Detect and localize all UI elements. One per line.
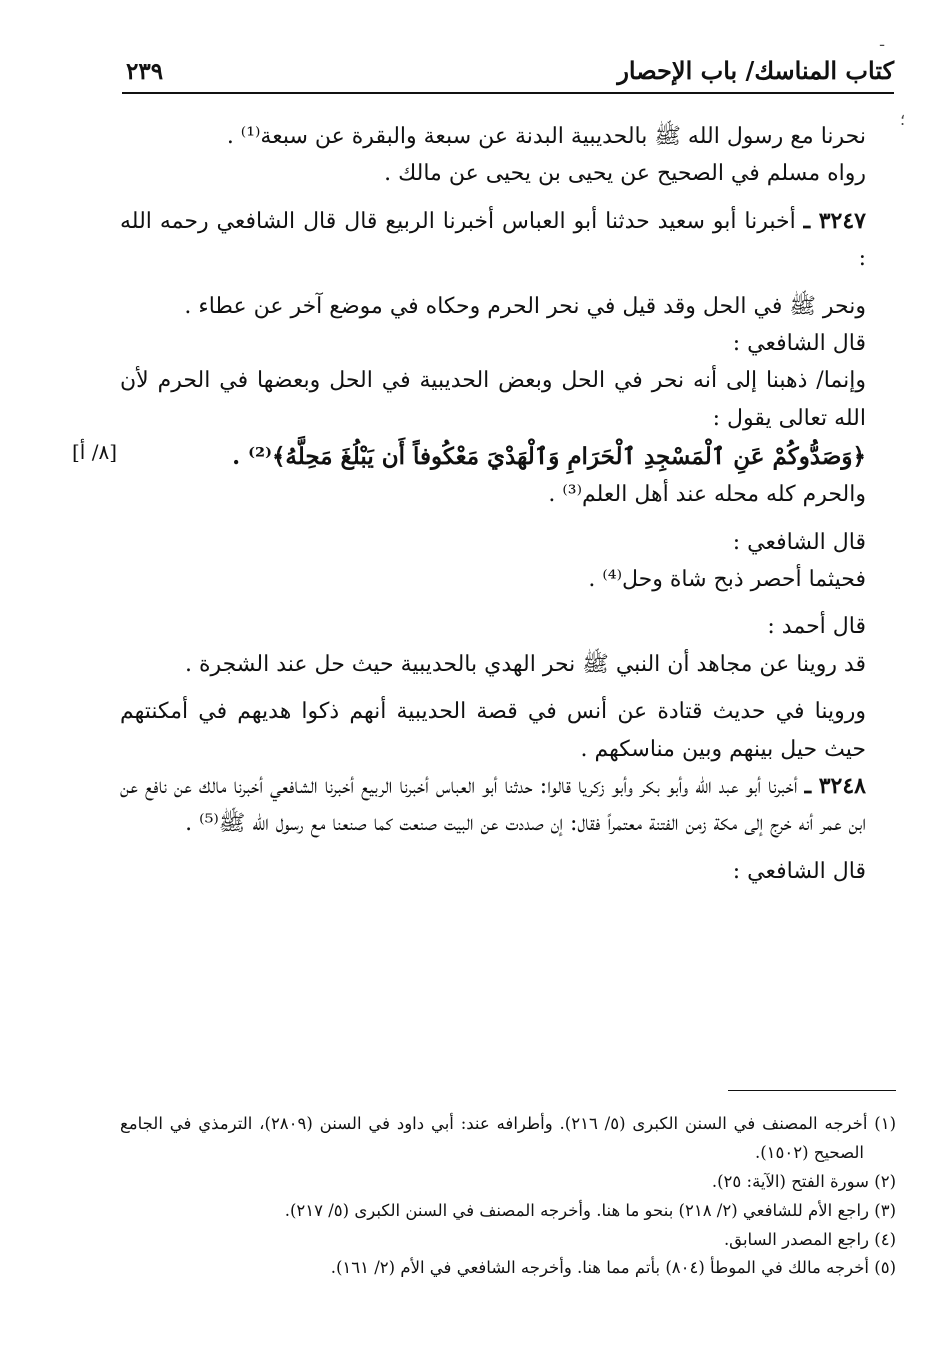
hadith-text: أخبرنا أبو عبد الله وأبو بكر وأبو زكريا قالوا: حدثنا أبو العباس أخبرنا الربيع أخبرنا الشافعي أخبرنا مالك عن نافع عن ابن عمر أنه خرج إلى مكة زمن الفتنة معتمراً فقال: إن صددت عن البيت صنعت كما صنعنا مع رسول الله ﷺ⁽⁵⁾ . bbox=[120, 773, 866, 837]
quran-verse: ﴿وَصَدُّوكُمْ عَنِ ٱلْمَسْجِدِ ٱلْحَرَامِ وَٱلْهَدْيَ مَعْكُوفاً أَن يَبْلُغَ مَحِلَّهُ﴾⁽²⁾ . bbox=[232, 443, 866, 471]
footnote-separator bbox=[728, 1090, 896, 1091]
footnote-1: (١) أخرجه المصنف في السنن الكبرى (٥/ ٢١٦). وأطرافه عند: أبي داود في السنن (٢٨٠٩)، الترمذي في الجامع الصحيح (١٥٠٢). bbox=[120, 1114, 896, 1162]
main-text bbox=[120, 118, 896, 890]
hadith-number: ٣٢٤٧ ـ bbox=[803, 207, 866, 234]
paragraph: ونحر ﷺ في الحل وقد قيل في نحر الحرم وحكاه في موضع آخر عن عطاء . bbox=[184, 293, 866, 319]
hadith-text: أخبرنا أبو سعيد حدثنا أبو العباس أخبرنا الربيع قال قال الشافعي رحمه الله : bbox=[120, 208, 866, 272]
hadith-paragraph-3248 bbox=[120, 768, 896, 843]
speaker-label: قال أحمد : bbox=[767, 614, 866, 640]
footnote-2: (٢) سورة الفتح (الآية: ٢٥). bbox=[711, 1171, 896, 1191]
footnote-3: (٣) راجع الأم للشافعي (٢/ ٢١٨) بنحو ما هنا. وأخرجه المصنف في السنن الكبرى (٥/ ٢١٧). bbox=[284, 1200, 896, 1220]
paragraph: قد روينا عن مجاهد أن النبي ﷺ نحر الهدي بالحديبية حيث حل عند الشجرة . bbox=[184, 651, 866, 677]
manuscript-folio-marker: [٨/ أ] bbox=[72, 440, 118, 464]
paragraph: رواه مسلم في الصحيح عن يحيى بن يحيى عن مالك . bbox=[384, 161, 866, 187]
hadith-number: ٣٢٤٨ ـ bbox=[804, 772, 866, 799]
paragraph: وروينا في حديث قتادة عن أنس في قصة الحديبية أنهم ذكوا هديهم في أمكنتهم حيث حيل بينهم وبين مناسكهم . bbox=[120, 699, 866, 762]
footnote-4: (٤) راجع المصدر السابق. bbox=[723, 1229, 896, 1249]
paragraph: والحرم كله محله عند أهل العلم⁽³⁾ . bbox=[548, 482, 866, 508]
paragraph: وإنما/ ذهبنا إلى أنه نحر في الحل وبعض الحديبية في الحل وبعضها في الحرم لأن الله تعالى يقول : bbox=[120, 368, 866, 431]
footnote-5: (٥) أخرجه مالك في الموطأ (٨٠٤) بأتم مما هنا. وأخرجه الشافعي في الأم (٢/ ١٦١). bbox=[330, 1258, 896, 1278]
hadith-paragraph-3247 bbox=[120, 203, 896, 278]
speaker-label: قال الشافعي : bbox=[732, 529, 866, 555]
page-header bbox=[122, 52, 894, 94]
edge-mark-right: ؛ bbox=[900, 110, 906, 129]
edge-mark-top: ـ bbox=[880, 34, 885, 50]
speaker-label: قال الشافعي : bbox=[732, 330, 866, 356]
speaker-label: قال الشافعي : bbox=[732, 858, 866, 884]
running-title: كتاب المناسك/ باب الإحصار bbox=[617, 56, 894, 85]
page-number: ٢٣٩ bbox=[126, 58, 164, 85]
paragraph: فحيثما أحصر ذبح شاة وحل⁽⁴⁾ . bbox=[588, 567, 866, 592]
footnotes bbox=[120, 1110, 896, 1283]
paragraph: نحرنا مع رسول الله ﷺ بالحديبية البدنة عن سبعة والبقرة عن سبعة⁽¹⁾ . bbox=[226, 124, 866, 149]
